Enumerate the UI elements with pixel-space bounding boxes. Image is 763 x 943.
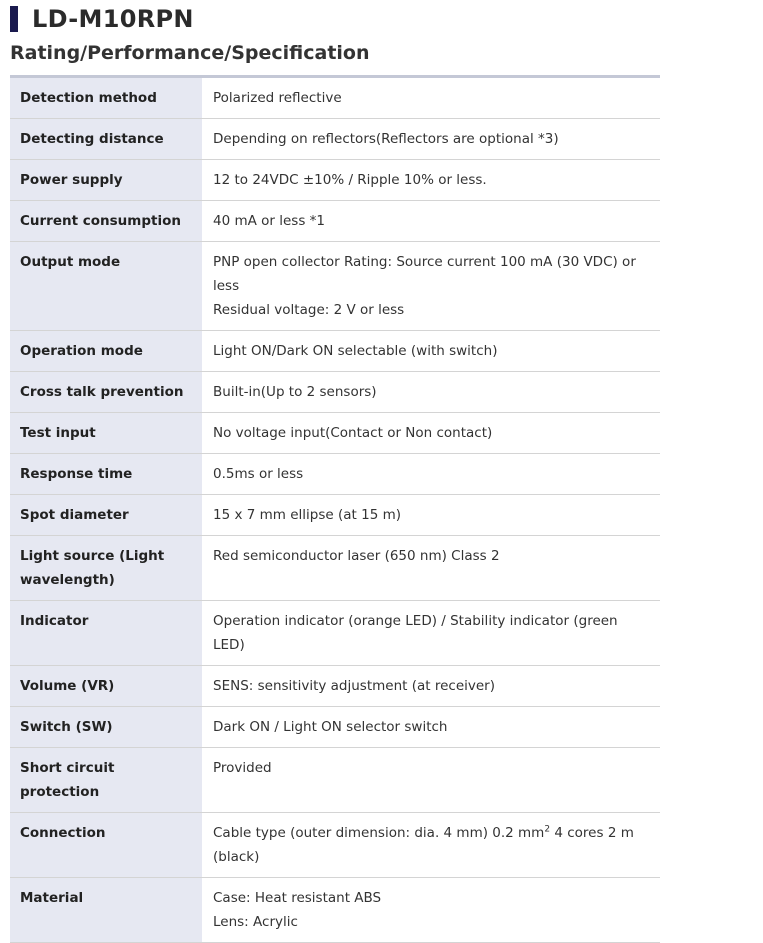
spec-value-line: Light ON/Dark ON selectable (with switch): [213, 343, 498, 359]
spec-label: Connection: [10, 813, 202, 878]
spec-value-line: Polarized reflective: [213, 90, 342, 106]
spec-value: [202, 813, 660, 878]
page-title: LD-M10RPN: [32, 5, 194, 33]
spec-value: [202, 119, 660, 160]
spec-value-line: 40 mA or less *1: [213, 213, 326, 229]
spec-row: [10, 242, 660, 331]
spec-row: [10, 201, 660, 242]
spec-table: [10, 78, 660, 943]
spec-value-text: Cable type (outer dimension: dia. 4 mm) 0.2 mm: [213, 825, 545, 841]
spec-row: [10, 495, 660, 536]
spec-value-line: 12 to 24VDC ±10% / Ripple 10% or less.: [213, 172, 487, 188]
spec-value: [202, 78, 660, 119]
spec-value-line: Built-in(Up to 2 sensors): [213, 384, 377, 400]
spec-value: [202, 666, 660, 707]
spec-row: [10, 160, 660, 201]
spec-value-line: No voltage input(Contact or Non contact): [213, 425, 493, 441]
spec-value: [202, 160, 660, 201]
spec-label: Output mode: [10, 242, 202, 331]
spec-row: [10, 331, 660, 372]
spec-label: Spot diameter: [10, 495, 202, 536]
spec-row: [10, 78, 660, 119]
spec-row: [10, 748, 660, 813]
spec-label: Operation mode: [10, 331, 202, 372]
spec-table-body: [10, 78, 660, 943]
spec-table-container: [10, 75, 660, 943]
spec-row: [10, 413, 660, 454]
spec-row: [10, 707, 660, 748]
spec-value-line: Red semiconductor laser (650 nm) Class 2: [213, 548, 500, 564]
spec-value-text: 4 cores 2 m (black): [213, 825, 634, 865]
spec-value: [202, 454, 660, 495]
spec-value-line: SENS: sensitivity adjustment (at receiver): [213, 678, 495, 694]
spec-row: [10, 666, 660, 707]
spec-row: [10, 601, 660, 666]
spec-value-line: Provided: [213, 760, 272, 776]
spec-row: [10, 536, 660, 601]
spec-value: [202, 331, 660, 372]
spec-label: Detecting distance: [10, 119, 202, 160]
spec-label: Indicator: [10, 601, 202, 666]
section-subtitle: Rating/Performance/Specification: [10, 42, 370, 64]
spec-value: [202, 201, 660, 242]
spec-value-line: Lens: Acrylic: [213, 914, 298, 930]
spec-label: Test input: [10, 413, 202, 454]
spec-value-line: Case: Heat resistant ABS: [213, 890, 382, 906]
title-accent-bar: [10, 6, 18, 32]
spec-value-line: PNP open collector Rating: Source current 100 mA (30 VDC) or less: [213, 254, 636, 294]
spec-value: [202, 536, 660, 601]
spec-label: Response time: [10, 454, 202, 495]
spec-value: [202, 748, 660, 813]
spec-value: [202, 707, 660, 748]
spec-row: [10, 813, 660, 878]
spec-label: Power supply: [10, 160, 202, 201]
spec-label: Switch (SW): [10, 707, 202, 748]
superscript: 2: [544, 824, 551, 835]
product-heading: [10, 4, 194, 34]
spec-row: [10, 878, 660, 943]
spec-label: Cross talk prevention: [10, 372, 202, 413]
spec-value-line: 0.5ms or less: [213, 466, 304, 482]
spec-value-line: 15 x 7 mm ellipse (at 15 m): [213, 507, 401, 523]
spec-value: [202, 878, 660, 943]
spec-value: [202, 601, 660, 666]
spec-row: [10, 372, 660, 413]
spec-row: [10, 454, 660, 495]
spec-label: Detection method: [10, 78, 202, 119]
spec-value: [202, 242, 660, 331]
spec-label: Current consumption: [10, 201, 202, 242]
spec-value-line: Depending on reflectors(Reflectors are optional *3): [213, 131, 559, 147]
spec-value-line: Residual voltage: 2 V or less: [213, 302, 405, 318]
spec-row: [10, 119, 660, 160]
spec-label: Material: [10, 878, 202, 943]
spec-value: [202, 495, 660, 536]
spec-label: Light source (Light wavelength): [10, 536, 202, 601]
spec-value: [202, 413, 660, 454]
spec-value-line: Operation indicator (orange LED) / Stability indicator (green LED): [213, 613, 618, 653]
spec-value-line: Dark ON / Light ON selector switch: [213, 719, 448, 735]
spec-value: [202, 372, 660, 413]
spec-label: Volume (VR): [10, 666, 202, 707]
spec-label: Short circuit protection: [10, 748, 202, 813]
